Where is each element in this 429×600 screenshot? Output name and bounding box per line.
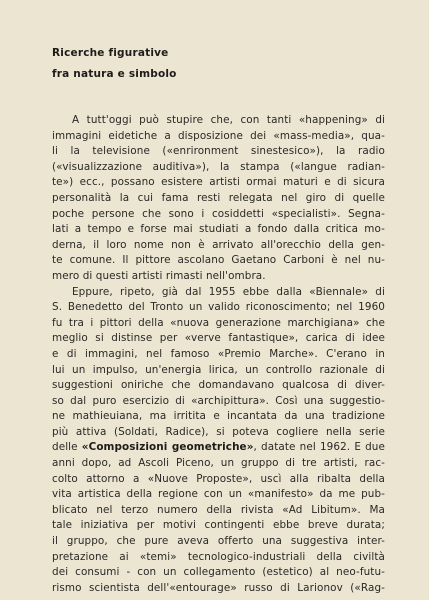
text-line: te») ecc., possano esistere artisti ormai maturi e di sicura (52, 176, 385, 189)
text-line: blicato nel terzo numero della rivista «Ad Libitum». Ma (52, 503, 385, 516)
text-line: anni dopo, ad Ascoli Piceno, un gruppo di tre artisti, rac- (52, 457, 385, 470)
text-line: il gruppo, che pure aveva offerto una suggestiva inter- (52, 535, 385, 548)
body-text (52, 113, 385, 596)
text-line: A tutt'oggi può stupire che, con tanti «happening» di (72, 114, 385, 126)
text-line: pretazione ai «temi» tecnologico-industriali della civiltà (52, 550, 385, 563)
text-line: S. Benedetto del Tronto un valido riconoscimento; nel 1960 (52, 301, 385, 314)
text-line: più attiva (Soldati, Radice), si poteva cogliere nella serie (52, 425, 385, 438)
text-line: lui un impulso, un'energia lirica, un controllo razionale di (52, 363, 385, 376)
text-line: suggestioni oniriche che domandavano qualcosa di diver- (52, 379, 385, 392)
text-line: te comune. Il pittore ascolano Gaetano Carboni è nel nu- (52, 254, 385, 267)
text-line: e di immagini, nel famoso «Premio Marche». C'erano in (52, 347, 385, 360)
text-line: rismo scientista dell'«entourage» russo di Larionov («Rag- (52, 581, 385, 594)
text-line: Eppure, ripeto, già dal 1955 ebbe dalla «Biennale» di (72, 285, 385, 298)
text-line: vita artistica della regione con un «manifesto» da me pub- (52, 488, 385, 501)
text-line: ne mathieuiana, ma irritita e incantata da una tradizione (52, 410, 385, 423)
text-line: («visualizzazione auditiva»), la stampa («langue radian- (52, 160, 385, 173)
text-line: so dal puro esercizio di «archipittura». Così una suggestio- (52, 394, 385, 407)
text-segment: , datate nel 1962. E due (253, 441, 385, 454)
emphasized-title: «Composizioni geometriche» (81, 441, 254, 454)
heading-line-2: fra natura e simbolo (52, 68, 177, 80)
heading-line-1: Ricerche figurative (52, 47, 169, 59)
text-line: fu tra i pittori della «nuova generazione marchigiana» che (52, 316, 385, 329)
text-line: li la televisione («enrironment sinestesico»), la radio (52, 145, 385, 158)
text-segment: delle (52, 441, 82, 454)
text-line-with-emphasis (52, 440, 385, 456)
chapter-heading (52, 43, 177, 85)
text-line: colto attorno a «Nuove Proposte», uscì alla ribalta della (52, 472, 385, 485)
text-line: tale iniziativa per motivi contingenti ebbe breve durata; (52, 519, 385, 532)
text-line: immagini eidetiche a disposizione dei «mass-media», qua- (52, 129, 385, 142)
text-line: lati a tempo e forse mai studiati a fondo dalla critica mo- (52, 223, 385, 236)
text-line: dei consumi - con un collegamento (estetico) al neo-futu- (52, 566, 385, 579)
text-line: mero di questi artisti rimasti nell'ombra. (52, 269, 266, 282)
text-line: poche persone che sono i cosiddetti «specialisti». Segna- (52, 207, 385, 220)
text-line: derna, il loro nome non è arrivato all'orecchio della gen- (52, 238, 385, 251)
text-line: meglio si distinse per «verve fantastique», carica di idee (52, 332, 385, 345)
text-line: personalità la cui fama resti relegata nel giro di quelle (52, 191, 385, 204)
